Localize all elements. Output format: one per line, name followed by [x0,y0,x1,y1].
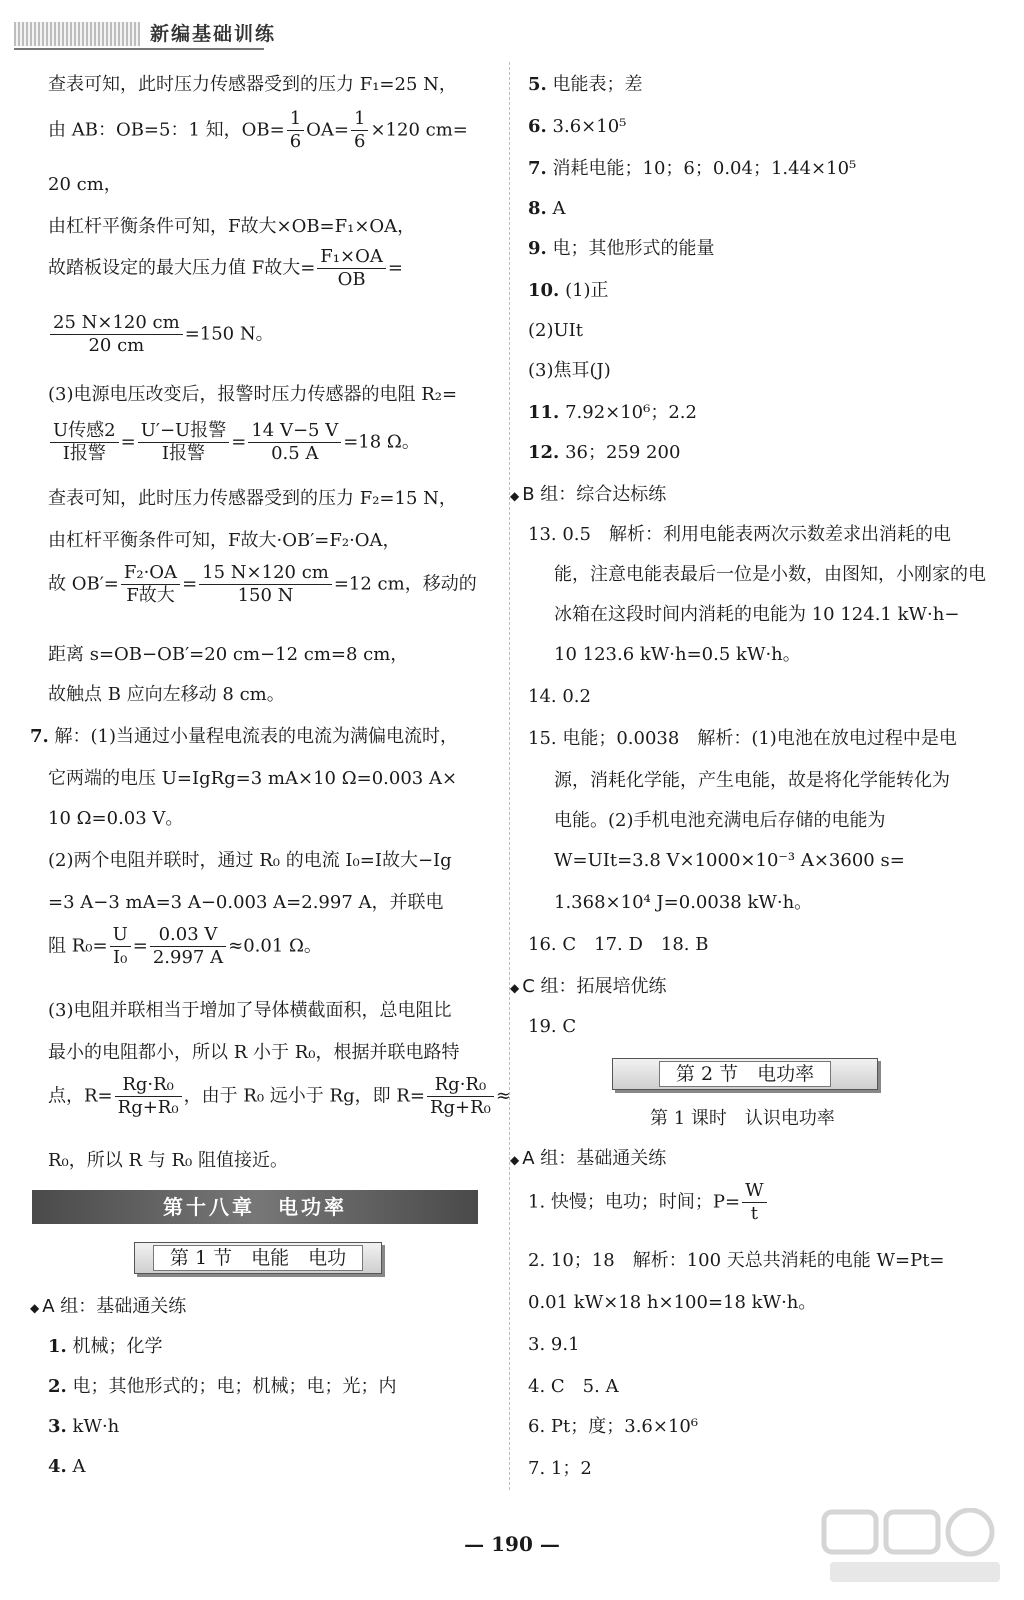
question-number: 2. [48,1376,67,1397]
fraction [150,924,226,969]
numerator: U传感2 [50,420,119,443]
answer-line [48,1414,119,1440]
numerator: 1 [287,108,304,131]
text-line: 16. C 17. D 18. B [528,934,709,955]
question-number: 10. [528,280,560,301]
denominator: 6 [289,131,302,152]
question-number: 12. [528,442,560,463]
text-line: =3 A−3 mA=3 A−0.003 A=2.997 A，并联电 [48,892,444,913]
answer-line [528,156,856,182]
section-title: 第 2 节 电功率 [659,1061,831,1087]
page-number: — 190 — [464,1532,560,1556]
denominator: I报警 [161,443,206,464]
numerator: Rg·R₀ [427,1074,494,1097]
group-a-heading [30,1292,186,1318]
answer-line [48,1374,397,1400]
answer-text: (3)焦耳(J) [528,360,611,381]
answer-line [528,236,715,262]
diamond-icon: ◆ [510,1153,520,1167]
fraction [199,562,332,607]
text-span: =12 cm，移动的 [333,573,477,595]
text-line: W=UIt=3.8 V×1000×10⁻³ A×3600 s= [554,850,905,871]
section-title: 第 1 节 电能 电功 [153,1245,363,1271]
text-line: 源，消耗化学能，产生电能，故是将化学能转化为 [554,770,950,791]
text-line: 7. 1；2 [528,1458,592,1479]
fraction [317,246,386,291]
answer-line [528,72,643,98]
denominator: I₀ [113,947,128,968]
diamond-icon: ◆ [510,489,520,503]
text-line: 2. 10；18 解析：100 天总共消耗的电能 W=Pt= [528,1250,945,1271]
text-span: ≈ [495,1085,511,1107]
numerator: U [110,924,131,947]
text-span: =150 N。 [184,323,274,345]
numerator: 1 [351,108,368,131]
fraction [50,312,183,357]
text-line: 10 123.6 kW·h=0.5 kW·h。 [554,644,801,665]
answer-line [528,318,583,344]
text-line: 6. Pt；度；3.6×10⁶ [528,1416,699,1437]
answer-text: (1)正 [565,280,609,301]
text-line: 14. 0.2 [528,686,591,707]
answer-text: A [552,198,566,219]
chapter-banner: 第十八章 电功率 [32,1190,478,1224]
question-number: 3. [48,1416,67,1437]
denominator: I报警 [62,443,106,464]
denominator: 0.5 A [271,443,319,464]
fraction [50,420,119,465]
header-rule [14,48,264,50]
section-banner [612,1058,878,1090]
text-line: 查表可知，此时压力传感器受到的压力 F₂=15 N， [48,488,457,509]
answer-text: 电能表；差 [552,74,643,95]
text-span: 点，R= [48,1085,113,1107]
text-line: (3)电源电压改变后，报警时压力传感器的电阻 R₂= [48,384,458,405]
lesson-title: 第 1 课时 认识电功率 [650,1108,835,1129]
fraction [351,108,368,153]
text-span: OA= [306,119,350,141]
text-line: 0.01 kW×18 h×100=18 kW·h。 [528,1292,817,1313]
answer-line [528,440,680,466]
text-span: 故 OB′= [48,573,119,595]
text-line: 查表可知，此时压力传感器受到的压力 F₁=25 N， [48,74,457,95]
text-line: 故触点 B 应向左移动 8 cm。 [48,684,285,705]
numerator: 14 V−5 V [248,420,341,443]
question-number: 4. [48,1456,67,1477]
text-span: 由 AB：OB=5：1 知，OB= [48,119,285,141]
diamond-icon: ◆ [510,981,520,995]
fraction [115,1074,182,1119]
numerator: F₂·OA [121,562,180,585]
fraction [138,420,230,465]
text-line: 20 cm， [48,174,122,195]
numerator: 25 N×120 cm [50,312,183,335]
text-line: 由杠杆平衡条件可知，F故大×OB=F₁×OA， [48,216,416,237]
numerator: 15 N×120 cm [199,562,332,585]
numerator: Rg·R₀ [115,1074,182,1097]
fmax2-line [48,312,274,357]
answer-line [528,196,566,222]
group-b-heading [510,480,666,506]
text-line: 3. 9.1 [528,1334,580,1355]
denominator: Rg+R₀ [429,1097,491,1118]
answer-line [528,400,697,426]
fraction [121,562,180,607]
question-number: 8. [528,198,547,219]
answer-line [48,1454,86,1480]
text-span: 阻 R₀= [48,935,108,957]
answer-line [48,1334,163,1360]
text-span: ×120 cm= [370,119,468,141]
numerator: W [742,1180,767,1203]
text-line: 电能。(2)手机电池充满电后存储的电能为 [554,810,886,831]
text-line: 冰箱在这段时间内消耗的电能为 10 124.1 kW·h− [554,604,960,625]
text-line: (2)两个电阻并联时，通过 R₀ 的电流 I₀=I故大−Ig [48,850,452,871]
answer-text: 消耗电能；10；6；0.04；1.44×10⁵ [552,158,857,179]
text-line: 19. C [528,1016,577,1037]
question-number: 1. [48,1336,67,1357]
denominator: OB [337,269,366,290]
r0-line: 阻 R₀= $\frac{U}{\text{I₀}}$ = $\frac{0.03 V}{2.997 A}$ ≈0.01 Ω。 [48,924,322,968]
fraction [287,108,304,153]
book-title: 新编基础训练 [140,22,286,46]
answer-line [528,358,611,384]
denominator: 20 cm [88,335,145,356]
answer-line [528,114,626,140]
section-banner [134,1242,382,1274]
text-span: 1. 快慢；电功；时间；P= [528,1191,741,1213]
text-line: 能，注意电能表最后一位是小数，由图知，小刚家的电 [554,564,986,585]
question-number: 11. [528,402,560,423]
question-number: 9. [528,238,547,259]
group-label: A 组：基础通关练 [522,1148,667,1169]
parallel-line [48,1074,511,1119]
numerator: 0.03 V [150,924,226,947]
answer-text: 机械；化学 [72,1336,163,1357]
denominator: t [750,1203,758,1224]
text-span: 解：(1)当通过小量程电流表的电流为满偏电流时， [54,726,459,747]
question-number: 7. [528,158,547,179]
column-divider [509,62,511,1490]
text-line: (3)电阻并联相当于增加了导体横截面积，总电阻比 [48,1000,452,1021]
page-header [0,0,1024,58]
fmax-line [48,246,403,291]
question-number: 6. [528,116,547,137]
text-line: 1.368×10⁴ J=0.0038 kW·h。 [554,892,813,913]
group-label: A 组：基础通关练 [42,1296,187,1317]
text-line: 10 Ω=0.03 V。 [48,808,184,829]
denominator: F故大 [126,585,175,606]
text-line: 13. 0.5 解析：利用电能表两次示数差求出消耗的电 [528,524,951,545]
q1-line [528,1180,769,1225]
answer-text: 电；其他形式的；电；机械；电；光；内 [72,1376,397,1397]
ob-line: 故 OB′= $\frac{\text{F₂·OA}}{\text{F故大}}$ = $\frac{15 N\times 120 cm}{150 N}$ =12 cm，移动的 [48,562,477,606]
answer-text: kW·h [72,1416,120,1437]
r2-line: $\frac{\text{U传感2}}{\text{I报警}}$ = $\frac{\text{U′−U报警}}{\text{I报警}}$ = $\frac{14 V-5 V}{0.5 A}$ =18 Ω。 [48,420,420,465]
text-line: R₀，所以 R 与 R₀ 阻值接近。 [48,1150,288,1171]
denominator: 6 [354,131,366,152]
fraction [742,1180,767,1225]
answer-text: 7.92×10⁶；2.2 [565,402,697,423]
group-label: C 组：拓展培优练 [522,976,667,997]
fraction [427,1074,494,1119]
question-number: 5. [528,74,547,95]
text-span: = [387,257,403,279]
numerator: F₁×OA [317,246,386,269]
text-line: 距离 s=OB−OB′=20 cm−12 cm=8 cm， [48,644,409,665]
answer-text: 电；其他形式的能量 [552,238,715,259]
group-c-heading [510,972,667,998]
question-number: 7. [30,726,49,747]
ratio-line [48,108,468,153]
group-label: B 组：综合达标练 [522,484,667,505]
denominator: 2.997 A [152,947,224,968]
text-span: 故踏板设定的最大压力值 F故大= [48,257,316,279]
text-line: 它两端的电压 U=IgRg=3 mA×10 Ω=0.003 A× [48,768,458,789]
diamond-icon: ◆ [30,1301,40,1315]
answer-text: (2)UIt [528,320,584,341]
fraction [248,420,341,465]
fraction [110,924,131,969]
text-span: ，由于 R₀ 远小于 Rg，即 R= [183,1085,425,1107]
text-line: 15. 电能；0.0038 解析：(1)电池在放电过程中是电 [528,728,957,749]
group-a-heading [510,1144,666,1170]
answer-line [528,278,609,304]
numerator: U′−U报警 [138,420,230,443]
text-span: ≈0.01 Ω。 [228,935,322,957]
answer-text: A [72,1456,86,1477]
text-line: 由杠杆平衡条件可知，F故大·OB′=F₂·OA， [48,530,401,551]
answer-text: 3.6×10⁵ [552,116,627,137]
text-line: 最小的电阻都小，所以 R 小于 R₀，根据并联电路特 [48,1042,460,1063]
denominator: Rg+R₀ [117,1097,179,1118]
text-line: 4. C 5. A [528,1376,619,1397]
answer-text: 36；259 200 [565,442,681,463]
q7-line [30,724,458,750]
text-span: =18 Ω。 [343,431,420,453]
denominator: 150 N [237,585,294,606]
watermark-logo [820,1508,1010,1588]
